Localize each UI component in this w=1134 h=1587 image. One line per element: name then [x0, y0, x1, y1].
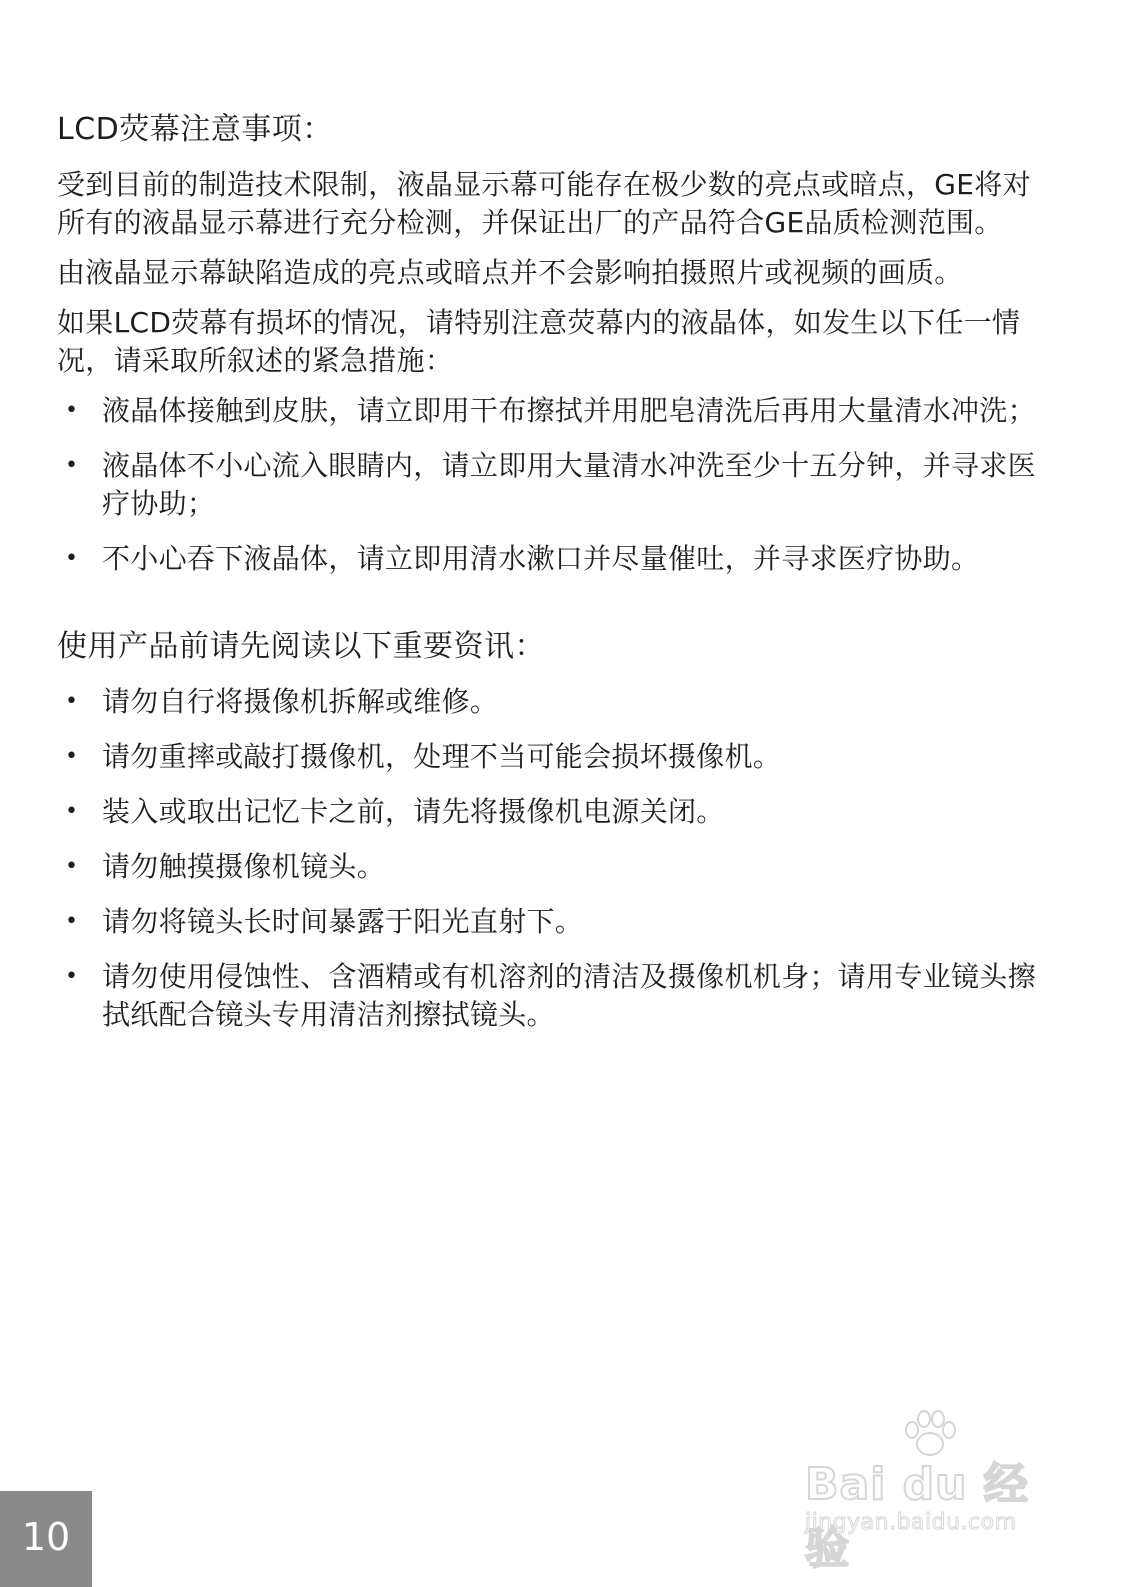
watermark-url: jingyan.baidu.com	[805, 1510, 1017, 1535]
list-item-text: 请勿自行将摄像机拆解或维修。	[102, 685, 499, 718]
bullet-icon: •	[65, 744, 79, 769]
paragraph: 由液晶显示幕缺陷造成的亮点或暗点并不会影响拍摄照片或视频的画质。	[57, 256, 963, 289]
page-number-tab	[0, 1491, 92, 1587]
bullet-list-emergency	[57, 392, 1042, 578]
paragraph: 受到目前的制造技术限制，液晶显示幕可能存在极少数的亮点或暗点，GE将对所有的液晶显示幕进行充分检测，并保证出厂的产品符合GE品质检测范围。	[57, 168, 1031, 239]
list-item-text: 请勿触摸摄像机镜头。	[102, 850, 386, 883]
bullet-icon: •	[65, 398, 79, 423]
bullet-icon: •	[65, 546, 79, 571]
list-item	[57, 958, 1042, 1034]
bullet-icon: •	[65, 689, 79, 714]
list-item	[57, 793, 1042, 831]
list-item	[57, 540, 1042, 578]
bullet-icon: •	[65, 964, 79, 989]
bullet-icon: •	[65, 799, 79, 824]
document-page	[57, 108, 1042, 1051]
list-item-text: 不小心吞下液晶体，请立即用清水漱口并尽量催吐，并寻求医疗协助。	[102, 542, 980, 575]
list-item	[57, 848, 1042, 886]
list-item-text: 液晶体不小心流入眼睛内，请立即用大量清水冲洗至少十五分钟，并寻求医疗协助；	[102, 449, 1036, 520]
watermark-brand: Bai du 经验	[805, 1459, 1029, 1574]
section-heading-lcd: LCD荧幕注意事项：	[57, 112, 333, 147]
bullet-icon: •	[65, 453, 79, 478]
list-item-text: 请勿使用侵蚀性、含酒精或有机溶剂的清洁及摄像机机身；请用专业镜头擦拭纸配合镜头专用清洁剂擦拭镜头。	[102, 960, 1036, 1031]
list-item	[57, 447, 1042, 523]
list-item	[57, 903, 1042, 941]
list-item	[57, 392, 1042, 430]
section-heading-important-info: 使用产品前请先阅读以下重要资讯：	[57, 629, 545, 664]
list-item	[57, 738, 1042, 776]
paragraph: 如果LCD荧幕有损坏的情况，请特别注意荧幕内的液晶体，如发生以下任一情况，请采取所叙述的紧急措施：	[57, 306, 1021, 377]
bullet-icon: •	[65, 854, 79, 879]
list-item-text: 液晶体接触到皮肤，请立即用干布擦拭并用肥皂清洗后再用大量清水冲洗；	[102, 394, 1036, 427]
bullet-list-important-info	[57, 683, 1042, 1034]
list-item-text: 装入或取出记忆卡之前，请先将摄像机电源关闭。	[102, 795, 725, 828]
section-spacer	[57, 595, 1042, 625]
page-number: 10	[21, 1515, 71, 1559]
bullet-icon: •	[65, 909, 79, 934]
list-item	[57, 683, 1042, 721]
list-item-text: 请勿重摔或敲打摄像机，处理不当可能会损坏摄像机。	[102, 740, 782, 773]
list-item-text: 请勿将镜头长时间暴露于阳光直射下。	[102, 905, 584, 938]
baidu-watermark	[805, 1410, 1065, 1574]
